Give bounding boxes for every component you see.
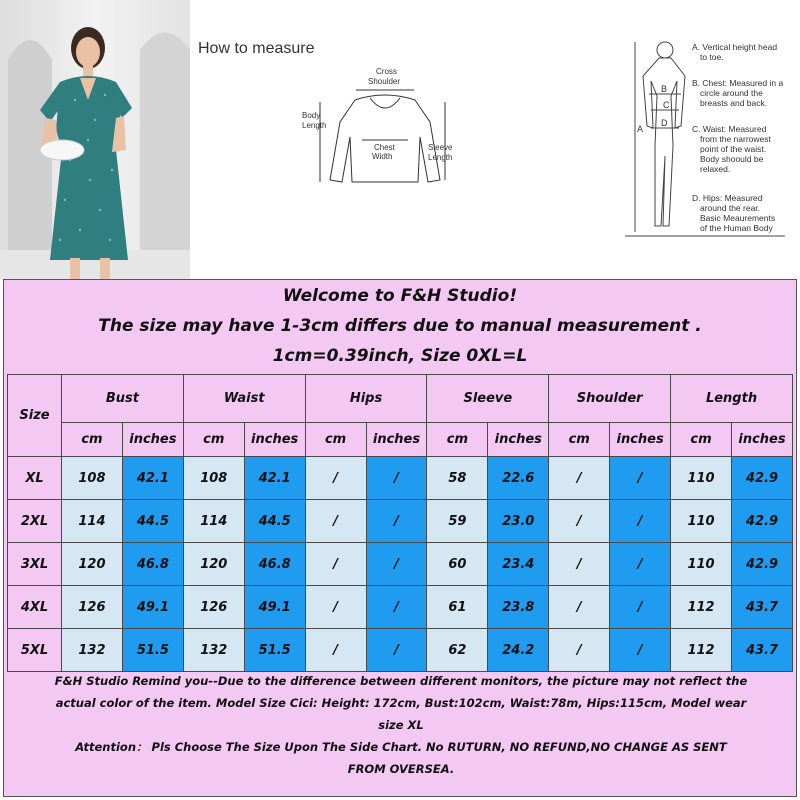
- inch-value-cell: 46.8: [122, 543, 183, 586]
- model-photo: [0, 0, 190, 279]
- unit-inches: inches: [244, 423, 305, 457]
- size-row: [8, 543, 793, 586]
- cm-value-cell: 120: [183, 543, 244, 586]
- size-row: [8, 457, 793, 500]
- inch-value-cell: /: [366, 543, 427, 586]
- size-row: [8, 629, 793, 672]
- inch-value-cell: 23.8: [488, 586, 549, 629]
- inch-value-cell: 23.0: [488, 500, 549, 543]
- cm-value-cell: 114: [62, 500, 123, 543]
- unit-inches: inches: [488, 423, 549, 457]
- note-d-line-4: of the Human Body: [700, 223, 773, 233]
- inch-value-cell: 42.1: [122, 457, 183, 500]
- footer-note-line-1: F&H Studio Remind you--Due to the difference between different monitors, the picture may not reflect the: [54, 674, 748, 688]
- footer-note-line-3: size XL: [378, 718, 424, 732]
- cm-value-cell: 110: [671, 543, 732, 586]
- size-header: Size: [8, 375, 62, 457]
- cm-value-cell: 61: [427, 586, 488, 629]
- note-b-line-1: B. Chest: Measured in a: [692, 78, 784, 88]
- note-a-line-2: to toe.: [700, 52, 724, 62]
- cm-value-cell: /: [549, 543, 610, 586]
- note-a: [692, 42, 777, 62]
- note-b: [692, 78, 783, 108]
- unit-cm: cm: [183, 423, 244, 457]
- marker-b: B: [661, 84, 668, 94]
- note-d-line-3: Basic Meaurements: [700, 213, 776, 223]
- size-rows: [8, 457, 793, 672]
- marker-d: D: [661, 118, 668, 128]
- inch-value-cell: 49.1: [122, 586, 183, 629]
- cm-value-cell: /: [305, 543, 366, 586]
- inch-value-cell: /: [610, 586, 671, 629]
- inch-value-cell: /: [610, 500, 671, 543]
- cm-value-cell: /: [305, 500, 366, 543]
- inch-value-cell: 43.7: [731, 629, 792, 672]
- sleeve-header: Sleeve: [427, 375, 549, 423]
- size-chart: [3, 279, 797, 797]
- cross-shoulder-label-2: Shoulder: [368, 77, 401, 86]
- inch-value-cell: 24.2: [488, 629, 549, 672]
- cm-value-cell: 110: [671, 500, 732, 543]
- sleeve-length-label-2: Length: [428, 153, 453, 162]
- group-header-row: [8, 375, 793, 423]
- unit-cm: cm: [305, 423, 366, 457]
- shoulder-header: Shoulder: [549, 375, 671, 423]
- inch-value-cell: /: [366, 629, 427, 672]
- body-length-label-1: Body: [302, 111, 321, 120]
- unit-cm: cm: [62, 423, 123, 457]
- inch-value-cell: 23.4: [488, 543, 549, 586]
- cm-value-cell: 112: [671, 629, 732, 672]
- cm-value-cell: 62: [427, 629, 488, 672]
- inch-value-cell: 46.8: [244, 543, 305, 586]
- cm-value-cell: 132: [183, 629, 244, 672]
- attention-line-2: FROM OVERSEA.: [347, 762, 455, 776]
- inch-value-cell: /: [366, 586, 427, 629]
- cm-value-cell: /: [549, 629, 610, 672]
- waist-header: Waist: [183, 375, 305, 423]
- unit-header-row: [8, 423, 793, 457]
- chest-width-label-1: Chest: [374, 143, 395, 152]
- cm-value-cell: 59: [427, 500, 488, 543]
- note-c-line-4: Body shoould be: [700, 154, 764, 164]
- inch-value-cell: 42.9: [731, 543, 792, 586]
- attention-line-1: Attention： Pls Choose The Size Upon The Side Chart. No RUTURN, NO REFUND,NO CHANGE AS SENT: [75, 740, 727, 754]
- sleeve-length-label-1: Sleeve: [428, 143, 453, 152]
- unit-cm: cm: [427, 423, 488, 457]
- cross-shoulder-label-1: Cross: [376, 67, 397, 76]
- size-cell: 4XL: [8, 586, 62, 629]
- inch-value-cell: /: [366, 457, 427, 500]
- inch-value-cell: 42.9: [731, 457, 792, 500]
- note-c-line-2: from the narrowest: [700, 134, 771, 144]
- size-cell: 5XL: [8, 629, 62, 672]
- cm-value-cell: 58: [427, 457, 488, 500]
- size-row: [8, 586, 793, 629]
- inch-value-cell: 43.7: [731, 586, 792, 629]
- cm-value-cell: 126: [183, 586, 244, 629]
- cm-value-cell: /: [549, 586, 610, 629]
- info-image-top: [0, 0, 800, 279]
- inch-value-cell: 44.5: [122, 500, 183, 543]
- cm-value-cell: 114: [183, 500, 244, 543]
- note-c-line-3: point of the waist.: [700, 144, 767, 154]
- bust-header: Bust: [62, 375, 184, 423]
- cm-value-cell: /: [549, 457, 610, 500]
- inch-value-cell: 49.1: [244, 586, 305, 629]
- inch-value-cell: /: [366, 500, 427, 543]
- size-cell: 3XL: [8, 543, 62, 586]
- cm-value-cell: /: [305, 629, 366, 672]
- note-d: [692, 193, 775, 233]
- inch-value-cell: 51.5: [244, 629, 305, 672]
- unit-inches: inches: [731, 423, 792, 457]
- note-b-line-3: breasts and back.: [700, 98, 768, 108]
- cm-value-cell: 108: [183, 457, 244, 500]
- cm-value-cell: 126: [62, 586, 123, 629]
- unit-cm: cm: [671, 423, 732, 457]
- cm-value-cell: 112: [671, 586, 732, 629]
- cm-value-cell: /: [549, 500, 610, 543]
- size-row: [8, 500, 793, 543]
- cm-value-cell: 110: [671, 457, 732, 500]
- marker-c: C: [663, 100, 670, 110]
- note-d-line-2: around the rear.: [700, 203, 761, 213]
- note-b-line-2: circle around the: [700, 88, 763, 98]
- inch-value-cell: /: [610, 543, 671, 586]
- inch-value-cell: 42.1: [244, 457, 305, 500]
- inch-value-cell: /: [610, 629, 671, 672]
- size-cell: XL: [8, 457, 62, 500]
- measurement-note: The size may have 1-3cm differs due to manual measurement .: [98, 316, 702, 336]
- chest-width-label-2: Width: [372, 152, 393, 161]
- note-a-line-1: A. Vertical height head: [692, 42, 778, 52]
- inch-value-cell: 44.5: [244, 500, 305, 543]
- cm-value-cell: 132: [62, 629, 123, 672]
- inch-value-cell: /: [610, 457, 671, 500]
- unit-cm: cm: [549, 423, 610, 457]
- inch-value-cell: 22.6: [488, 457, 549, 500]
- inch-value-cell: 42.9: [731, 500, 792, 543]
- garment-measure-diagram: [300, 62, 470, 202]
- unit-inches: inches: [366, 423, 427, 457]
- note-c: [692, 124, 771, 174]
- note-c-line-1: C. Waist: Measured: [692, 124, 767, 134]
- unit-inches: inches: [122, 423, 183, 457]
- note-c-line-5: relaxed.: [700, 164, 731, 174]
- size-cell: 2XL: [8, 500, 62, 543]
- cm-value-cell: /: [305, 586, 366, 629]
- body-length-label-2: Length: [302, 121, 327, 130]
- welcome-heading: Welcome to F&H Studio!: [282, 286, 518, 306]
- cm-value-cell: /: [305, 457, 366, 500]
- length-header: Length: [671, 375, 793, 423]
- cm-value-cell: 120: [62, 543, 123, 586]
- marker-a: A: [637, 124, 644, 134]
- note-d-line-1: D. Hips: Measured: [692, 193, 763, 203]
- hips-header: Hips: [305, 375, 427, 423]
- cm-value-cell: 108: [62, 457, 123, 500]
- how-to-measure-title: How to measure: [198, 40, 315, 57]
- size-table: [7, 374, 793, 672]
- inch-value-cell: 51.5: [122, 629, 183, 672]
- conversion-note: 1cm=0.39inch, Size 0XL=L: [272, 346, 528, 366]
- unit-inches: inches: [610, 423, 671, 457]
- footer-note-line-2: actual color of the item. Model Size Cici: Height: 172cm, Bust:102cm, Waist:78m, Hips:115cm, Model wear: [55, 696, 747, 710]
- cm-value-cell: 60: [427, 543, 488, 586]
